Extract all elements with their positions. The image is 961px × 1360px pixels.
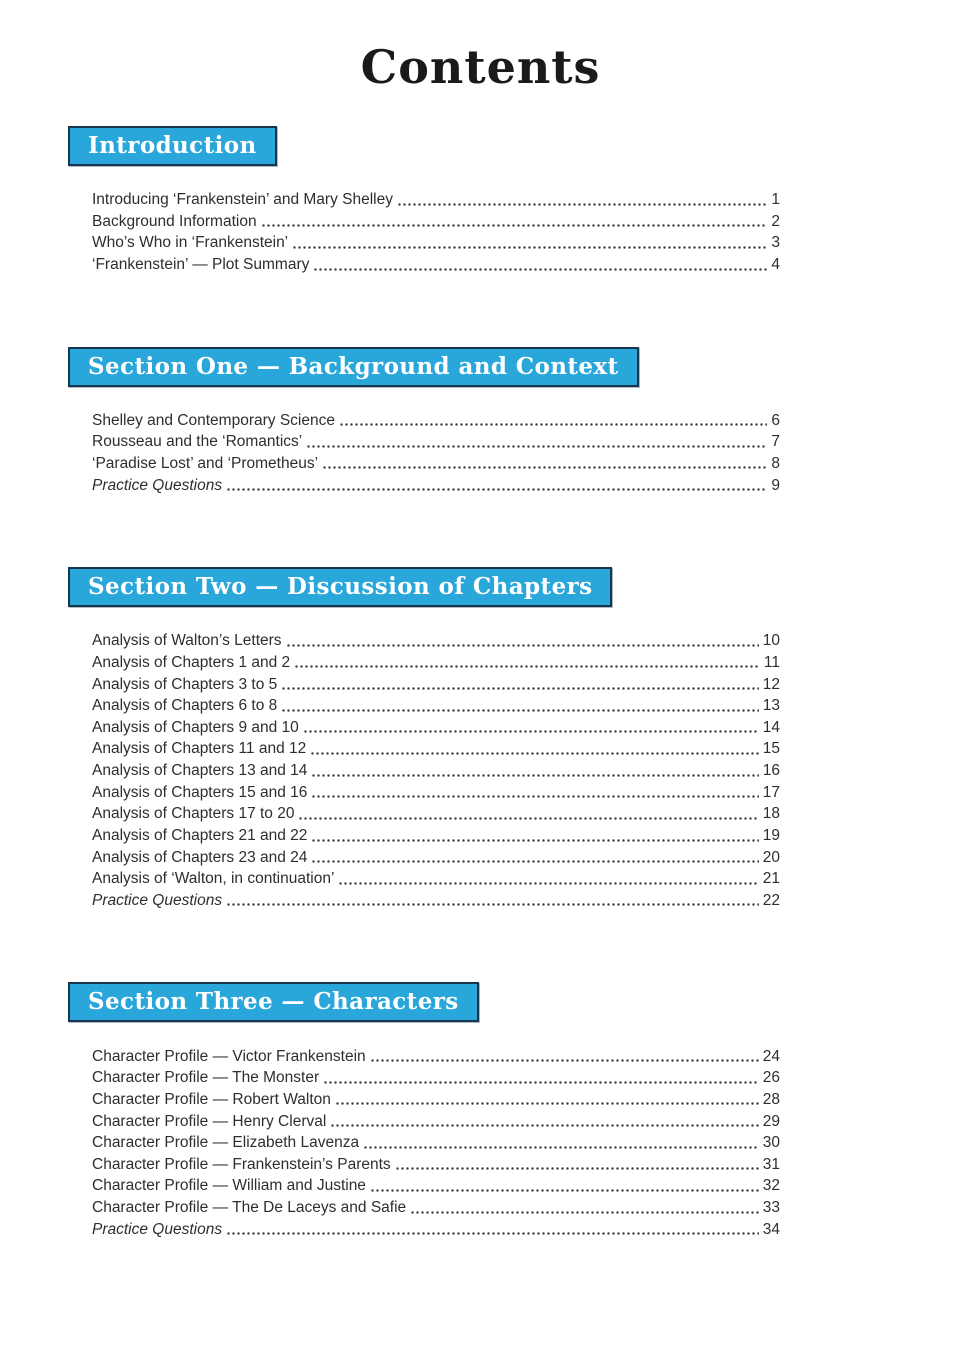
toc-entry-page-number: 8 xyxy=(771,454,780,472)
dot-leader xyxy=(311,768,758,778)
toc-entry-label: Practice Questions xyxy=(92,1220,223,1238)
toc-entry-label: Rousseau and the ‘Romantics’ xyxy=(92,433,303,451)
toc-entry xyxy=(92,1089,780,1111)
dot-leader xyxy=(395,1161,759,1171)
toc-entry-page-number: 20 xyxy=(762,848,780,866)
section-heading-label: Section Three — Characters xyxy=(88,988,459,1016)
toc-entry-page-number: 22 xyxy=(762,891,780,909)
toc-entry-label: Analysis of Chapters 6 to 8 xyxy=(92,697,278,715)
toc-entry-label: Character Profile — Frankenstein’s Parents xyxy=(92,1155,391,1173)
dot-leader xyxy=(226,897,759,907)
dot-leader xyxy=(370,1183,759,1193)
dot-leader xyxy=(339,417,767,427)
toc-entry xyxy=(92,453,780,475)
toc-list xyxy=(92,410,780,497)
toc-entry xyxy=(92,211,780,233)
dot-leader xyxy=(338,876,758,886)
toc-entry xyxy=(92,1219,780,1241)
toc-entry-page-number: 1 xyxy=(771,191,780,209)
toc-entry-page-number: 10 xyxy=(762,632,780,650)
dot-leader xyxy=(292,240,767,250)
toc-entry-label: Introducing ‘Frankenstein’ and Mary Shelley xyxy=(92,191,393,209)
toc-entry-label: Character Profile — William and Justine xyxy=(92,1177,366,1195)
section-heading-box xyxy=(68,982,479,1022)
dot-leader xyxy=(397,197,767,207)
dot-leader xyxy=(306,439,767,449)
toc-entry-page-number: 21 xyxy=(762,870,780,888)
toc-entry-label: Analysis of Chapters 13 and 14 xyxy=(92,762,308,780)
dot-leader xyxy=(294,659,760,669)
toc-entry-page-number: 31 xyxy=(762,1155,780,1173)
toc-entry-page-number: 12 xyxy=(762,675,780,693)
toc-entry-page-number: 33 xyxy=(762,1199,780,1217)
toc-entry-page-number: 19 xyxy=(762,827,780,845)
toc-entry-label: Analysis of Chapters 3 to 5 xyxy=(92,675,278,693)
toc-entry xyxy=(92,760,780,782)
dot-leader xyxy=(226,1226,759,1236)
toc-entry-label: Character Profile — Victor Frankenstein xyxy=(92,1047,366,1065)
toc-entry-label: Character Profile — Henry Clerval xyxy=(92,1112,327,1130)
dot-leader xyxy=(286,638,759,648)
toc-entry-page-number: 26 xyxy=(762,1069,780,1087)
dot-leader xyxy=(311,833,758,843)
toc-section xyxy=(0,347,961,497)
toc-entry xyxy=(92,630,780,652)
toc-entry-page-number: 16 xyxy=(762,762,780,780)
dot-leader xyxy=(310,746,758,756)
section-heading-box xyxy=(68,567,612,607)
dot-leader xyxy=(410,1205,759,1215)
toc-entry xyxy=(92,1132,780,1154)
toc-entry xyxy=(92,1067,780,1089)
toc-entry-label: Practice Questions xyxy=(92,891,223,909)
toc-entry xyxy=(92,254,780,276)
toc-list xyxy=(92,1045,780,1240)
toc-entry-label: Analysis of Chapters 21 and 22 xyxy=(92,827,308,845)
toc-entry-page-number: 13 xyxy=(762,697,780,715)
toc-entry-page-number: 24 xyxy=(762,1047,780,1065)
toc-entry-label: Analysis of Chapters 15 and 16 xyxy=(92,783,308,801)
dot-leader xyxy=(303,724,759,734)
toc-list xyxy=(92,189,780,276)
toc-entry-label: Analysis of ‘Walton, in continuation’ xyxy=(92,870,335,888)
toc-sections-container xyxy=(0,126,961,1240)
dot-leader xyxy=(298,811,758,821)
dot-leader xyxy=(313,262,767,272)
section-heading-box xyxy=(68,126,277,166)
toc-entry-page-number: 34 xyxy=(762,1220,780,1238)
toc-entry xyxy=(92,189,780,211)
toc-entry-page-number: 32 xyxy=(762,1177,780,1195)
toc-entry xyxy=(92,803,780,825)
toc-entry-label: Background Information xyxy=(92,212,257,230)
toc-entry-page-number: 2 xyxy=(771,212,780,230)
toc-section xyxy=(0,126,961,276)
section-heading-label: Section Two — Discussion of Chapters xyxy=(88,573,593,601)
section-heading-box xyxy=(68,347,639,387)
toc-entry xyxy=(92,868,780,890)
toc-entry xyxy=(92,847,780,869)
toc-entry-page-number: 28 xyxy=(762,1090,780,1108)
toc-entry-page-number: 15 xyxy=(762,740,780,758)
toc-entry xyxy=(92,474,780,496)
toc-entry-label: Shelley and Contemporary Science xyxy=(92,411,335,429)
toc-entry xyxy=(92,1197,780,1219)
toc-entry-page-number: 4 xyxy=(771,256,780,274)
toc-entry xyxy=(92,1175,780,1197)
toc-section xyxy=(0,982,961,1240)
toc-entry-page-number: 30 xyxy=(762,1134,780,1152)
toc-entry-label: Analysis of Chapters 1 and 2 xyxy=(92,653,291,671)
toc-entry xyxy=(92,890,780,912)
dot-leader xyxy=(330,1118,758,1128)
dot-leader xyxy=(281,703,759,713)
toc-section xyxy=(0,567,961,911)
toc-entry-page-number: 29 xyxy=(762,1112,780,1130)
toc-entry-label: Analysis of Chapters 17 to 20 xyxy=(92,805,295,823)
toc-entry-label: Analysis of Chapters 23 and 24 xyxy=(92,848,308,866)
toc-entry xyxy=(92,717,780,739)
toc-entry-label: Who’s Who in ‘Frankenstein’ xyxy=(92,234,289,252)
toc-entry xyxy=(92,1045,780,1067)
dot-leader xyxy=(226,482,767,492)
toc-entry xyxy=(92,1110,780,1132)
toc-entry-label: Practice Questions xyxy=(92,476,223,494)
toc-entry xyxy=(92,695,780,717)
dot-leader xyxy=(281,681,759,691)
toc-entry-page-number: 17 xyxy=(762,783,780,801)
toc-entry-label: ‘Paradise Lost’ and ‘Prometheus’ xyxy=(92,454,319,472)
toc-entry-label: Character Profile — The De Laceys and Safie xyxy=(92,1199,407,1217)
toc-entry-page-number: 11 xyxy=(763,653,780,671)
dot-leader xyxy=(335,1096,759,1106)
toc-entry xyxy=(92,782,780,804)
toc-entry-label: Character Profile — Robert Walton xyxy=(92,1090,331,1108)
toc-entry xyxy=(92,232,780,254)
page-title: Contents xyxy=(360,40,601,94)
toc-entry-label: ‘Frankenstein’ — Plot Summary xyxy=(92,256,310,274)
section-heading-label: Introduction xyxy=(88,132,257,159)
toc-entry-page-number: 3 xyxy=(771,234,780,252)
toc-entry-label: Character Profile — The Monster xyxy=(92,1069,320,1087)
toc-entry-label: Character Profile — Elizabeth Lavenza xyxy=(92,1134,360,1152)
dot-leader xyxy=(311,854,758,864)
toc-list xyxy=(92,630,780,911)
toc-entry-label: Analysis of Chapters 9 and 10 xyxy=(92,718,299,736)
toc-entry-page-number: 18 xyxy=(762,805,780,823)
toc-entry xyxy=(92,1154,780,1176)
toc-entry-page-number: 9 xyxy=(771,476,780,494)
toc-entry-page-number: 7 xyxy=(771,433,780,451)
toc-entry xyxy=(92,410,780,432)
dot-leader xyxy=(323,1075,759,1085)
dot-leader xyxy=(261,218,768,228)
dot-leader xyxy=(311,789,758,799)
toc-entry xyxy=(92,673,780,695)
toc-entry-label: Analysis of Chapters 11 and 12 xyxy=(92,740,307,758)
toc-entry-label: Analysis of Walton’s Letters xyxy=(92,632,282,650)
toc-entry xyxy=(92,825,780,847)
toc-entry xyxy=(92,652,780,674)
toc-entry-page-number: 6 xyxy=(771,411,780,429)
toc-entry-page-number: 14 xyxy=(762,718,780,736)
section-heading-label: Section One — Background and Context xyxy=(88,352,619,380)
toc-entry xyxy=(92,431,780,453)
toc-entry xyxy=(92,738,780,760)
dot-leader xyxy=(322,460,767,470)
dot-leader xyxy=(363,1140,759,1150)
dot-leader xyxy=(370,1053,759,1063)
